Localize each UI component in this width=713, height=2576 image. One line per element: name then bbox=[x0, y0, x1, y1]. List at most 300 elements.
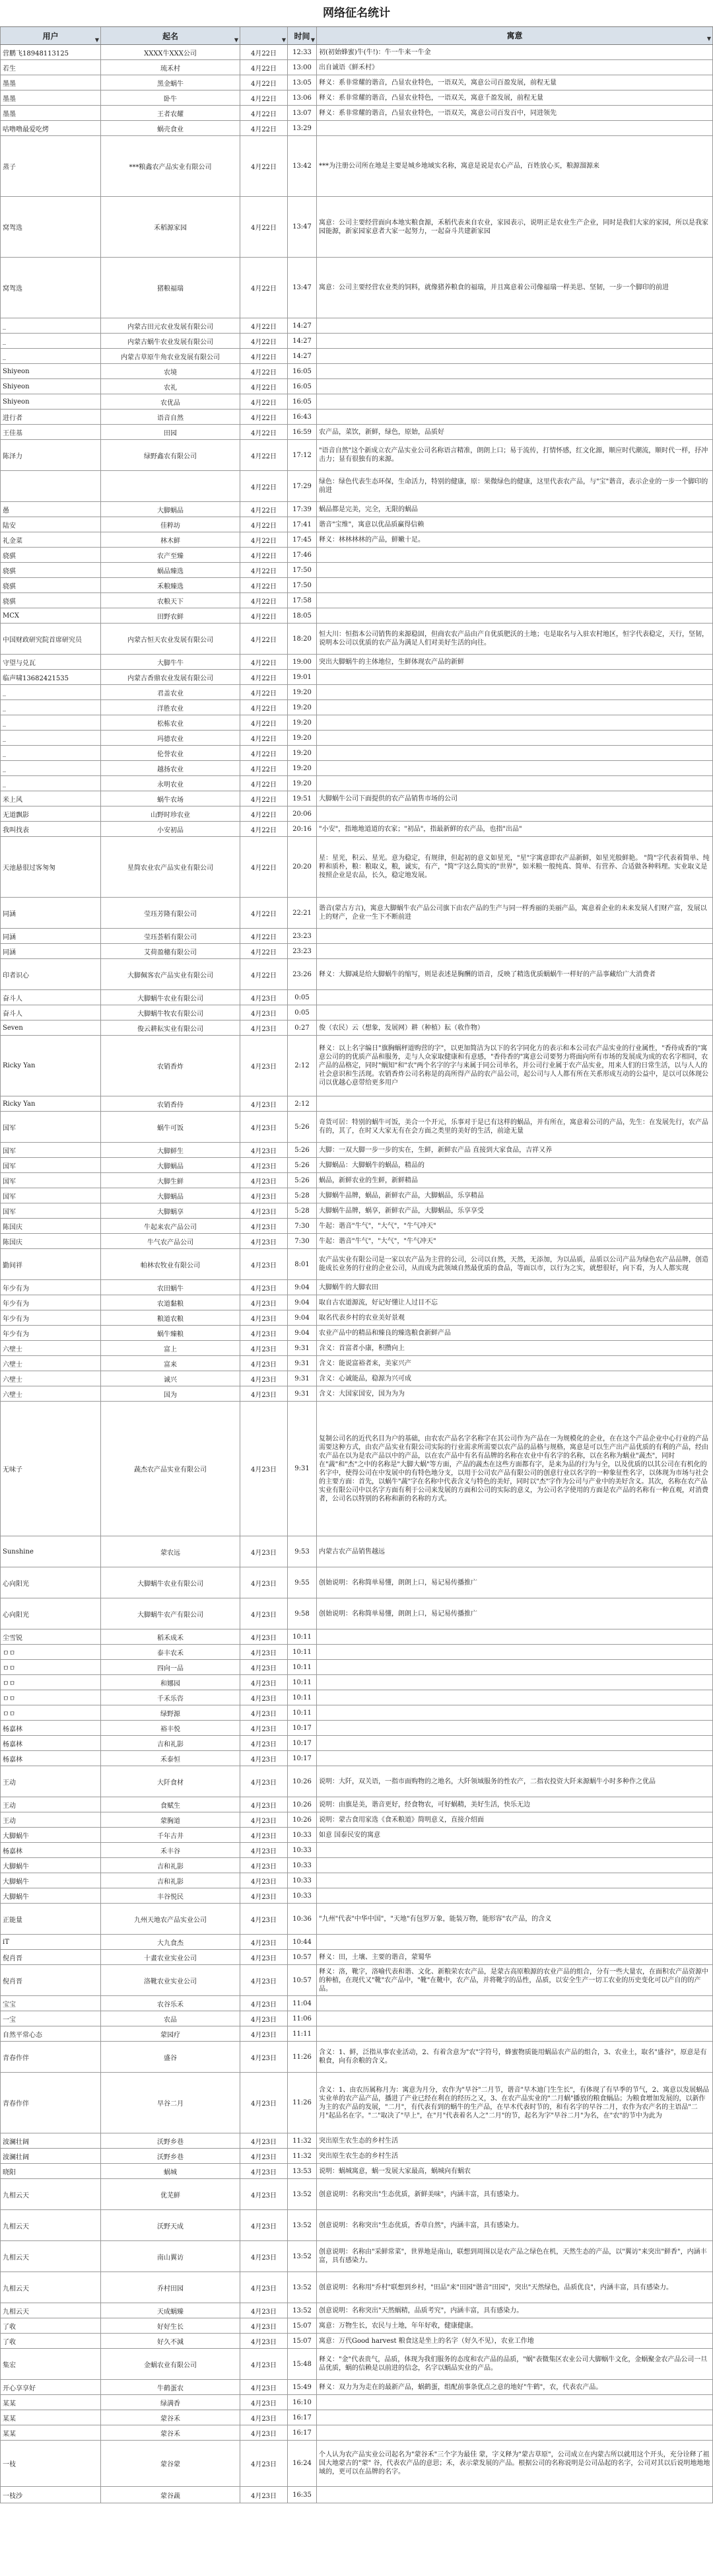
date-cell[interactable] bbox=[240, 1020, 288, 1035]
name-cell[interactable] bbox=[101, 1721, 240, 1735]
table-row[interactable] bbox=[0, 548, 713, 563]
user-cell[interactable] bbox=[0, 608, 101, 623]
user-cell[interactable] bbox=[0, 1326, 101, 1340]
meaning-cell[interactable] bbox=[317, 761, 713, 775]
user-cell[interactable] bbox=[0, 1386, 101, 1401]
name-cell[interactable] bbox=[101, 731, 240, 745]
time-cell[interactable] bbox=[288, 1950, 317, 1964]
date-cell[interactable] bbox=[240, 959, 288, 989]
user-cell[interactable] bbox=[0, 1173, 101, 1188]
user-cell[interactable] bbox=[0, 944, 101, 958]
meaning-cell[interactable] bbox=[317, 1721, 713, 1735]
table-row[interactable] bbox=[0, 563, 713, 578]
user-cell[interactable] bbox=[0, 1797, 101, 1812]
meaning-cell[interactable] bbox=[317, 1112, 713, 1142]
name-cell[interactable] bbox=[101, 45, 240, 59]
name-cell[interactable] bbox=[101, 394, 240, 409]
time-cell[interactable] bbox=[288, 2349, 317, 2379]
time-cell[interactable] bbox=[288, 1645, 317, 1659]
filter-dropdown-icon[interactable]: ▼ bbox=[94, 36, 99, 43]
date-cell[interactable] bbox=[240, 1341, 288, 1355]
table-row[interactable] bbox=[0, 806, 713, 822]
user-cell[interactable] bbox=[0, 1158, 101, 1172]
user-cell[interactable] bbox=[0, 2303, 101, 2318]
date-cell[interactable] bbox=[240, 1326, 288, 1340]
time-cell[interactable] bbox=[288, 364, 317, 378]
user-cell[interactable] bbox=[0, 1112, 101, 1142]
name-cell[interactable] bbox=[101, 75, 240, 90]
user-cell[interactable] bbox=[0, 624, 101, 654]
meaning-cell[interactable] bbox=[317, 608, 713, 623]
date-cell[interactable] bbox=[240, 2164, 288, 2178]
table-row[interactable] bbox=[0, 1721, 713, 1736]
date-cell[interactable] bbox=[240, 364, 288, 378]
date-cell[interactable] bbox=[240, 532, 288, 547]
meaning-cell[interactable] bbox=[317, 1020, 713, 1035]
meaning-cell[interactable] bbox=[317, 822, 713, 836]
meaning-cell[interactable] bbox=[317, 1690, 713, 1705]
name-cell[interactable] bbox=[101, 761, 240, 775]
meaning-cell[interactable] bbox=[317, 1705, 713, 1720]
table-row[interactable] bbox=[0, 1888, 713, 1904]
user-cell[interactable] bbox=[0, 1020, 101, 1035]
date-cell[interactable] bbox=[240, 425, 288, 439]
time-cell[interactable] bbox=[288, 60, 317, 75]
date-cell[interactable] bbox=[240, 394, 288, 409]
name-cell[interactable] bbox=[101, 563, 240, 577]
user-cell[interactable] bbox=[0, 2210, 101, 2240]
name-cell[interactable] bbox=[101, 1675, 240, 1690]
meaning-cell[interactable] bbox=[317, 136, 713, 196]
time-cell[interactable] bbox=[288, 45, 317, 59]
time-cell[interactable] bbox=[288, 2026, 317, 2041]
meaning-cell[interactable] bbox=[317, 318, 713, 333]
name-cell[interactable] bbox=[101, 1705, 240, 1720]
date-cell[interactable] bbox=[240, 1797, 288, 1812]
user-cell[interactable] bbox=[0, 197, 101, 257]
date-cell[interactable] bbox=[240, 2395, 288, 2410]
name-cell[interactable] bbox=[101, 1341, 240, 1355]
meaning-cell[interactable] bbox=[317, 1996, 713, 2011]
meaning-cell[interactable] bbox=[317, 776, 713, 791]
meaning-cell[interactable] bbox=[317, 1143, 713, 1157]
table-row[interactable] bbox=[0, 2149, 713, 2164]
table-row[interactable] bbox=[0, 258, 713, 318]
time-cell[interactable] bbox=[288, 2149, 317, 2163]
table-row[interactable] bbox=[0, 1005, 713, 1020]
table-row[interactable] bbox=[0, 2179, 713, 2210]
time-cell[interactable] bbox=[288, 1020, 317, 1035]
table-row[interactable] bbox=[0, 1386, 713, 1402]
filter-dropdown-icon[interactable]: ▼ bbox=[706, 35, 711, 42]
name-cell[interactable] bbox=[101, 1219, 240, 1233]
date-cell[interactable] bbox=[240, 731, 288, 745]
name-cell[interactable] bbox=[101, 1660, 240, 1674]
table-row[interactable] bbox=[0, 1371, 713, 1386]
time-cell[interactable] bbox=[288, 791, 317, 806]
date-cell[interactable] bbox=[240, 1567, 288, 1598]
name-cell[interactable] bbox=[101, 1386, 240, 1401]
meaning-cell[interactable] bbox=[317, 1188, 713, 1203]
user-cell[interactable] bbox=[0, 1356, 101, 1371]
meaning-cell[interactable] bbox=[317, 837, 713, 897]
name-cell[interactable] bbox=[101, 608, 240, 623]
date-cell[interactable] bbox=[240, 822, 288, 836]
table-row[interactable] bbox=[0, 2026, 713, 2042]
time-cell[interactable] bbox=[288, 2487, 317, 2503]
date-cell[interactable] bbox=[240, 2334, 288, 2348]
user-cell[interactable] bbox=[0, 334, 101, 348]
name-cell[interactable] bbox=[101, 700, 240, 715]
user-cell[interactable] bbox=[0, 655, 101, 669]
name-cell[interactable] bbox=[101, 2487, 240, 2503]
time-cell[interactable] bbox=[288, 1158, 317, 1172]
table-row[interactable] bbox=[0, 1843, 713, 1858]
time-cell[interactable] bbox=[288, 1843, 317, 1857]
name-cell[interactable] bbox=[101, 2272, 240, 2303]
user-cell[interactable] bbox=[0, 2073, 101, 2133]
date-cell[interactable] bbox=[240, 1280, 288, 1295]
date-cell[interactable] bbox=[240, 761, 288, 775]
table-row[interactable] bbox=[0, 1112, 713, 1143]
time-cell[interactable] bbox=[288, 608, 317, 623]
user-cell[interactable] bbox=[0, 1950, 101, 1964]
date-cell[interactable] bbox=[240, 471, 288, 501]
name-cell[interactable] bbox=[101, 517, 240, 532]
table-row[interactable] bbox=[0, 1965, 713, 1996]
name-cell[interactable] bbox=[101, 746, 240, 760]
date-cell[interactable] bbox=[240, 746, 288, 760]
time-cell[interactable] bbox=[288, 2073, 317, 2133]
name-cell[interactable] bbox=[101, 2210, 240, 2240]
name-cell[interactable] bbox=[101, 2410, 240, 2425]
user-cell[interactable] bbox=[0, 394, 101, 409]
table-row[interactable] bbox=[0, 2042, 713, 2073]
name-cell[interactable] bbox=[101, 1005, 240, 1020]
meaning-cell[interactable] bbox=[317, 1310, 713, 1325]
time-cell[interactable] bbox=[288, 318, 317, 333]
date-cell[interactable] bbox=[240, 806, 288, 821]
time-cell[interactable] bbox=[288, 1188, 317, 1203]
meaning-cell[interactable] bbox=[317, 258, 713, 318]
name-cell[interactable] bbox=[101, 1904, 240, 1934]
name-cell[interactable] bbox=[101, 2395, 240, 2410]
time-cell[interactable] bbox=[288, 578, 317, 592]
table-row[interactable] bbox=[0, 106, 713, 121]
name-cell[interactable] bbox=[101, 1629, 240, 1644]
meaning-cell[interactable] bbox=[317, 2303, 713, 2318]
user-cell[interactable] bbox=[0, 1873, 101, 1888]
date-cell[interactable] bbox=[240, 1675, 288, 1690]
time-cell[interactable] bbox=[288, 624, 317, 654]
date-cell[interactable] bbox=[240, 106, 288, 120]
meaning-cell[interactable] bbox=[317, 791, 713, 806]
table-row[interactable] bbox=[0, 1766, 713, 1797]
date-cell[interactable] bbox=[240, 1965, 288, 1995]
table-row[interactable] bbox=[0, 517, 713, 532]
time-cell[interactable] bbox=[288, 806, 317, 821]
table-row[interactable] bbox=[0, 1690, 713, 1705]
date-cell[interactable] bbox=[240, 318, 288, 333]
date-cell[interactable] bbox=[240, 1629, 288, 1644]
date-cell[interactable] bbox=[240, 670, 288, 684]
table-row[interactable] bbox=[0, 822, 713, 837]
meaning-cell[interactable] bbox=[317, 731, 713, 745]
user-cell[interactable] bbox=[0, 318, 101, 333]
name-cell[interactable] bbox=[101, 806, 240, 821]
meaning-cell[interactable] bbox=[317, 1386, 713, 1401]
meaning-cell[interactable] bbox=[317, 1888, 713, 1903]
table-row[interactable] bbox=[0, 700, 713, 715]
meaning-cell[interactable] bbox=[317, 2349, 713, 2379]
table-row[interactable] bbox=[0, 1036, 713, 1096]
table-row[interactable] bbox=[0, 2441, 713, 2487]
table-row[interactable] bbox=[0, 60, 713, 75]
table-row[interactable] bbox=[0, 685, 713, 700]
time-cell[interactable] bbox=[288, 1828, 317, 1842]
date-cell[interactable] bbox=[240, 1766, 288, 1797]
table-row[interactable] bbox=[0, 715, 713, 731]
name-cell[interactable] bbox=[101, 2241, 240, 2272]
meaning-cell[interactable] bbox=[317, 1295, 713, 1310]
meaning-cell[interactable] bbox=[317, 1950, 713, 1964]
table-row[interactable] bbox=[0, 990, 713, 1005]
name-cell[interactable] bbox=[101, 2349, 240, 2379]
time-cell[interactable] bbox=[288, 655, 317, 669]
name-cell[interactable] bbox=[101, 60, 240, 75]
date-cell[interactable] bbox=[240, 1843, 288, 1857]
user-cell[interactable] bbox=[0, 2380, 101, 2394]
time-cell[interactable] bbox=[288, 1904, 317, 1934]
user-cell[interactable] bbox=[0, 502, 101, 517]
date-cell[interactable] bbox=[240, 1858, 288, 1873]
time-cell[interactable] bbox=[288, 1690, 317, 1705]
name-cell[interactable] bbox=[101, 776, 240, 791]
user-cell[interactable] bbox=[0, 2241, 101, 2272]
date-cell[interactable] bbox=[240, 593, 288, 608]
name-cell[interactable] bbox=[101, 1567, 240, 1598]
name-cell[interactable] bbox=[101, 990, 240, 1005]
meaning-cell[interactable] bbox=[317, 2042, 713, 2072]
meaning-cell[interactable] bbox=[317, 60, 713, 75]
name-cell[interactable] bbox=[101, 1828, 240, 1842]
table-row[interactable] bbox=[0, 364, 713, 379]
date-cell[interactable] bbox=[240, 2210, 288, 2240]
user-cell[interactable] bbox=[0, 2026, 101, 2041]
meaning-cell[interactable] bbox=[317, 1812, 713, 1827]
time-cell[interactable] bbox=[288, 2318, 317, 2333]
time-cell[interactable] bbox=[288, 1234, 317, 1248]
date-cell[interactable] bbox=[240, 1660, 288, 1674]
time-cell[interactable] bbox=[288, 349, 317, 363]
date-cell[interactable] bbox=[240, 258, 288, 318]
user-cell[interactable] bbox=[0, 1675, 101, 1690]
user-cell[interactable] bbox=[0, 1690, 101, 1705]
name-cell[interactable] bbox=[101, 1158, 240, 1172]
name-cell[interactable] bbox=[101, 1295, 240, 1310]
name-cell[interactable] bbox=[101, 1797, 240, 1812]
time-cell[interactable] bbox=[288, 410, 317, 424]
time-cell[interactable] bbox=[288, 1888, 317, 1903]
table-row[interactable] bbox=[0, 2349, 713, 2380]
meaning-cell[interactable] bbox=[317, 1843, 713, 1857]
time-cell[interactable] bbox=[288, 2133, 317, 2148]
date-cell[interactable] bbox=[240, 1386, 288, 1401]
meaning-cell[interactable] bbox=[317, 2149, 713, 2163]
user-cell[interactable] bbox=[0, 731, 101, 745]
table-row[interactable] bbox=[0, 1797, 713, 1812]
user-cell[interactable] bbox=[0, 471, 101, 501]
time-cell[interactable] bbox=[288, 593, 317, 608]
date-cell[interactable] bbox=[240, 2380, 288, 2394]
user-cell[interactable] bbox=[0, 1629, 101, 1644]
user-cell[interactable] bbox=[0, 1888, 101, 1903]
table-row[interactable] bbox=[0, 1280, 713, 1295]
table-row[interactable] bbox=[0, 670, 713, 685]
meaning-cell[interactable] bbox=[317, 746, 713, 760]
user-cell[interactable] bbox=[0, 2042, 101, 2072]
table-row[interactable] bbox=[0, 2425, 713, 2441]
meaning-cell[interactable] bbox=[317, 425, 713, 439]
time-cell[interactable] bbox=[288, 685, 317, 699]
user-cell[interactable] bbox=[0, 1751, 101, 1766]
name-cell[interactable] bbox=[101, 1280, 240, 1295]
name-cell[interactable] bbox=[101, 318, 240, 333]
meaning-cell[interactable] bbox=[317, 1203, 713, 1218]
table-row[interactable] bbox=[0, 578, 713, 593]
header-name[interactable] bbox=[101, 27, 240, 44]
time-cell[interactable] bbox=[288, 746, 317, 760]
time-cell[interactable] bbox=[288, 1996, 317, 2011]
meaning-cell[interactable] bbox=[317, 593, 713, 608]
time-cell[interactable] bbox=[288, 394, 317, 409]
table-row[interactable] bbox=[0, 1219, 713, 1234]
user-cell[interactable] bbox=[0, 106, 101, 120]
date-cell[interactable] bbox=[240, 379, 288, 394]
name-cell[interactable] bbox=[101, 959, 240, 989]
user-cell[interactable] bbox=[0, 379, 101, 394]
date-cell[interactable] bbox=[240, 2133, 288, 2148]
meaning-cell[interactable] bbox=[317, 1234, 713, 1248]
date-cell[interactable] bbox=[240, 1690, 288, 1705]
meaning-cell[interactable] bbox=[317, 1629, 713, 1644]
meaning-cell[interactable] bbox=[317, 2334, 713, 2348]
time-cell[interactable] bbox=[288, 1341, 317, 1355]
meaning-cell[interactable] bbox=[317, 944, 713, 958]
date-cell[interactable] bbox=[240, 197, 288, 257]
meaning-cell[interactable] bbox=[317, 1567, 713, 1598]
date-cell[interactable] bbox=[240, 1203, 288, 1218]
date-cell[interactable] bbox=[240, 548, 288, 562]
name-cell[interactable] bbox=[101, 655, 240, 669]
name-cell[interactable] bbox=[101, 578, 240, 592]
meaning-cell[interactable] bbox=[317, 2487, 713, 2503]
date-cell[interactable] bbox=[240, 1219, 288, 1233]
name-cell[interactable] bbox=[101, 1950, 240, 1964]
user-cell[interactable] bbox=[0, 1402, 101, 1536]
time-cell[interactable] bbox=[288, 1249, 317, 1279]
header-meaning[interactable] bbox=[317, 27, 713, 44]
user-cell[interactable] bbox=[0, 90, 101, 105]
name-cell[interactable] bbox=[101, 685, 240, 699]
time-cell[interactable] bbox=[288, 2425, 317, 2440]
meaning-cell[interactable] bbox=[317, 1036, 713, 1096]
user-cell[interactable] bbox=[0, 2149, 101, 2163]
name-cell[interactable] bbox=[101, 349, 240, 363]
date-cell[interactable] bbox=[240, 334, 288, 348]
table-row[interactable] bbox=[0, 608, 713, 624]
user-cell[interactable] bbox=[0, 1567, 101, 1598]
meaning-cell[interactable] bbox=[317, 349, 713, 363]
table-row[interactable] bbox=[0, 2410, 713, 2425]
time-cell[interactable] bbox=[288, 1371, 317, 1386]
user-cell[interactable] bbox=[0, 548, 101, 562]
name-cell[interactable] bbox=[101, 1173, 240, 1188]
user-cell[interactable] bbox=[0, 578, 101, 592]
date-cell[interactable] bbox=[240, 136, 288, 196]
user-cell[interactable] bbox=[0, 898, 101, 928]
meaning-cell[interactable] bbox=[317, 2318, 713, 2333]
date-cell[interactable] bbox=[240, 1721, 288, 1735]
table-row[interactable] bbox=[0, 2011, 713, 2026]
time-cell[interactable] bbox=[288, 1203, 317, 1218]
time-cell[interactable] bbox=[288, 1935, 317, 1949]
date-cell[interactable] bbox=[240, 2303, 288, 2318]
time-cell[interactable] bbox=[288, 440, 317, 470]
table-row[interactable] bbox=[0, 731, 713, 746]
name-cell[interactable] bbox=[101, 90, 240, 105]
table-row[interactable] bbox=[0, 2318, 713, 2334]
time-cell[interactable] bbox=[288, 1858, 317, 1873]
date-cell[interactable] bbox=[240, 2011, 288, 2026]
meaning-cell[interactable] bbox=[317, 898, 713, 928]
meaning-cell[interactable] bbox=[317, 106, 713, 120]
table-row[interactable] bbox=[0, 929, 713, 944]
user-cell[interactable] bbox=[0, 1736, 101, 1750]
table-row[interactable] bbox=[0, 1996, 713, 2011]
table-row[interactable] bbox=[0, 944, 713, 959]
table-row[interactable] bbox=[0, 1020, 713, 1036]
user-cell[interactable] bbox=[0, 715, 101, 730]
date-cell[interactable] bbox=[240, 1828, 288, 1842]
table-row[interactable] bbox=[0, 1873, 713, 1888]
date-cell[interactable] bbox=[240, 1371, 288, 1386]
date-cell[interactable] bbox=[240, 502, 288, 517]
table-row[interactable] bbox=[0, 2380, 713, 2395]
table-row[interactable] bbox=[0, 2210, 713, 2241]
name-cell[interactable] bbox=[101, 2318, 240, 2333]
name-cell[interactable] bbox=[101, 2380, 240, 2394]
meaning-cell[interactable] bbox=[317, 2133, 713, 2148]
time-cell[interactable] bbox=[288, 502, 317, 517]
meaning-cell[interactable] bbox=[317, 517, 713, 532]
table-row[interactable] bbox=[0, 1326, 713, 1341]
date-cell[interactable] bbox=[240, 2272, 288, 2303]
meaning-cell[interactable] bbox=[317, 624, 713, 654]
name-cell[interactable] bbox=[101, 379, 240, 394]
date-cell[interactable] bbox=[240, 2073, 288, 2133]
user-cell[interactable] bbox=[0, 517, 101, 532]
date-cell[interactable] bbox=[240, 1249, 288, 1279]
name-cell[interactable] bbox=[101, 944, 240, 958]
name-cell[interactable] bbox=[101, 1020, 240, 1035]
time-cell[interactable] bbox=[288, 1721, 317, 1735]
name-cell[interactable] bbox=[101, 1690, 240, 1705]
time-cell[interactable] bbox=[288, 75, 317, 90]
user-cell[interactable] bbox=[0, 1904, 101, 1934]
date-cell[interactable] bbox=[240, 1402, 288, 1536]
name-cell[interactable] bbox=[101, 1234, 240, 1248]
